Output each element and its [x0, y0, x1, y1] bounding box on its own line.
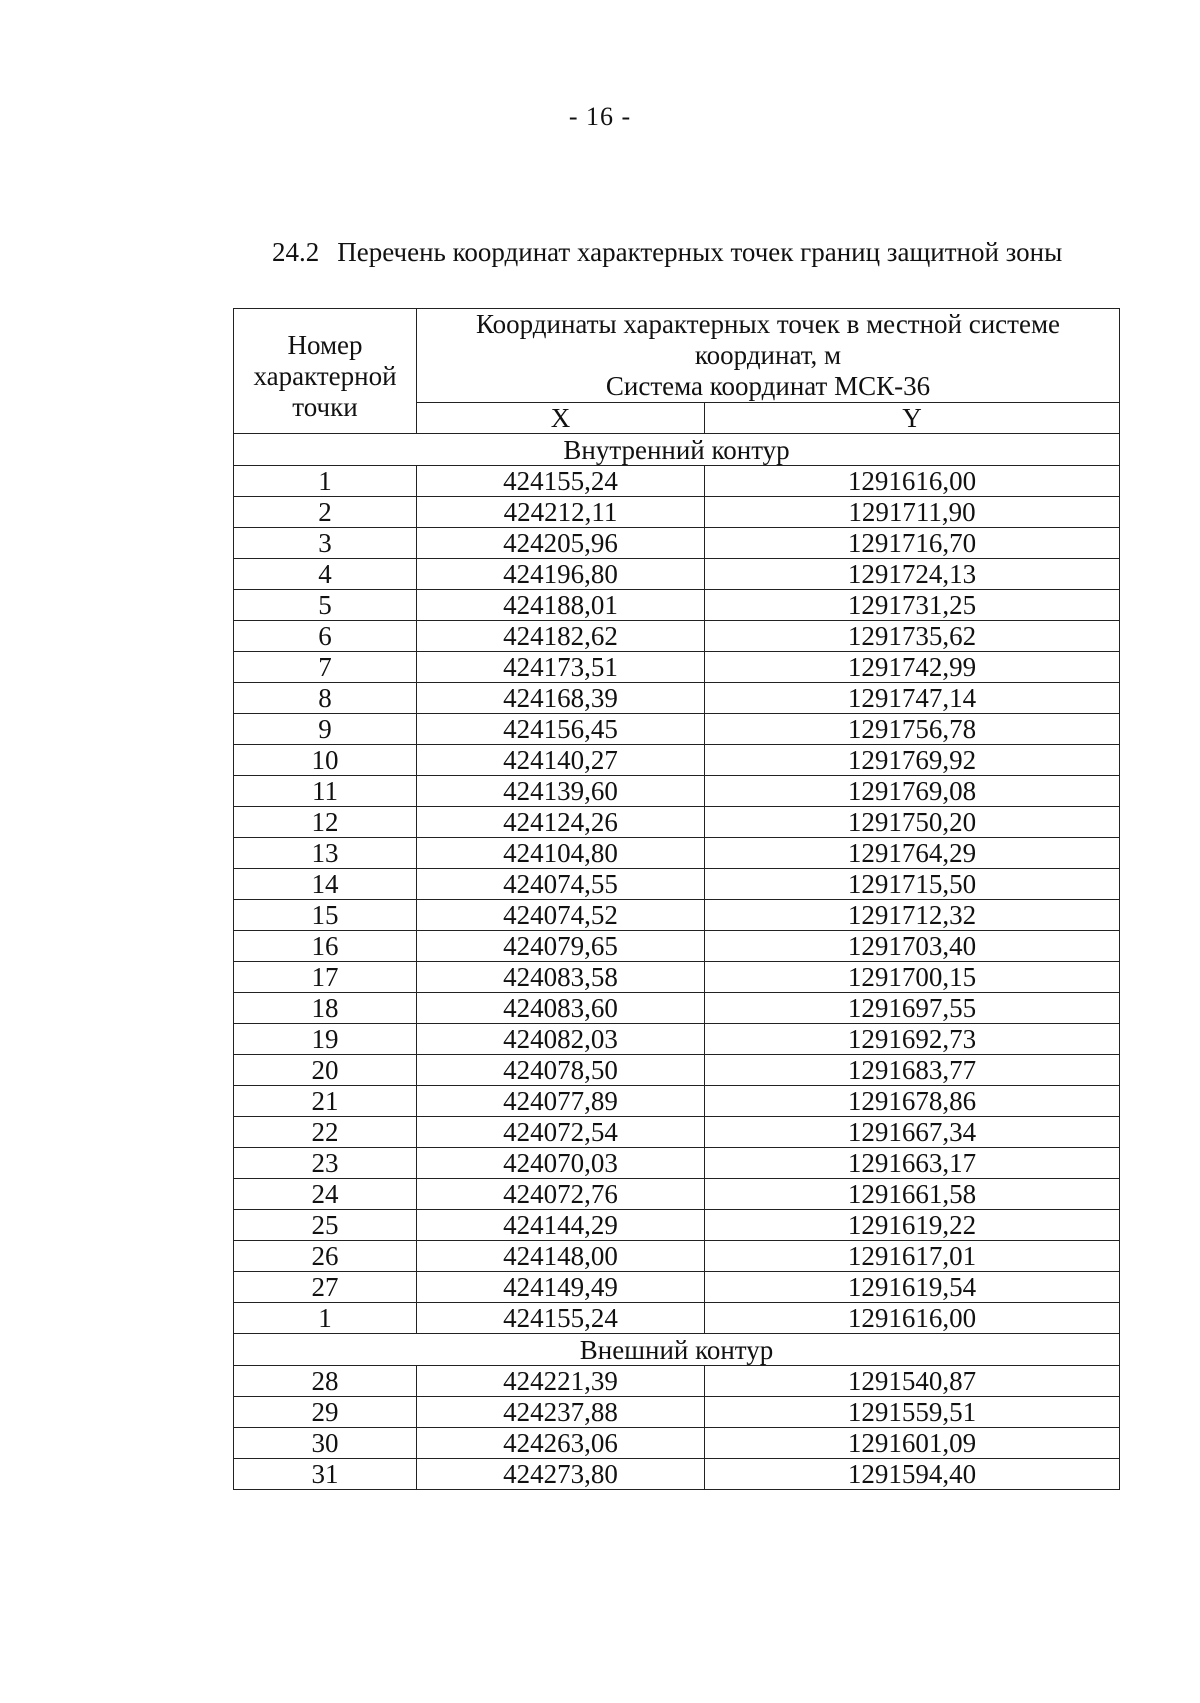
y-coordinate-cell: 1291559,51 [705, 1397, 1120, 1428]
point-number-cell: 13 [234, 838, 417, 869]
point-number-cell: 3 [234, 528, 417, 559]
point-number-cell: 4 [234, 559, 417, 590]
x-coordinate-cell: 424155,24 [417, 1303, 705, 1334]
coordinates-group-header [417, 309, 1120, 403]
coordinates-table [233, 308, 1120, 1490]
table-row [234, 1241, 1120, 1272]
x-coordinate-cell: 424182,62 [417, 621, 705, 652]
x-coordinate-cell: 424072,76 [417, 1179, 705, 1210]
table-row [234, 652, 1120, 683]
y-coordinate-cell: 1291617,01 [705, 1241, 1120, 1272]
point-number-cell: 26 [234, 1241, 417, 1272]
y-coordinate-cell: 1291667,34 [705, 1117, 1120, 1148]
point-number-cell: 25 [234, 1210, 417, 1241]
point-number-cell: 11 [234, 776, 417, 807]
point-number-cell: 17 [234, 962, 417, 993]
section-title: Перечень координат характерных точек границ защитной зоны [337, 237, 1063, 267]
x-coordinate-cell: 424273,80 [417, 1459, 705, 1490]
y-coordinate-cell: 1291601,09 [705, 1428, 1120, 1459]
point-number-cell: 21 [234, 1086, 417, 1117]
y-coordinate-cell: 1291661,58 [705, 1179, 1120, 1210]
table-row [234, 1117, 1120, 1148]
table-row [234, 466, 1120, 497]
table-header-row [234, 309, 1120, 403]
point-header-line: характерной [253, 360, 397, 391]
y-column-header: Y [705, 403, 1120, 434]
table-row [234, 993, 1120, 1024]
point-number-cell: 15 [234, 900, 417, 931]
point-number-header [234, 309, 417, 434]
y-coordinate-cell: 1291731,25 [705, 590, 1120, 621]
section-row [234, 434, 1120, 466]
table-row [234, 1303, 1120, 1334]
point-number-cell: 16 [234, 931, 417, 962]
table-row [234, 590, 1120, 621]
table-row [234, 962, 1120, 993]
y-coordinate-cell: 1291697,55 [705, 993, 1120, 1024]
point-number-cell: 1 [234, 466, 417, 497]
point-number-cell: 8 [234, 683, 417, 714]
y-coordinate-cell: 1291616,00 [705, 466, 1120, 497]
point-number-cell: 31 [234, 1459, 417, 1490]
y-coordinate-cell: 1291619,22 [705, 1210, 1120, 1241]
x-column-header: X [417, 403, 705, 434]
point-number-cell: 30 [234, 1428, 417, 1459]
point-number-cell: 12 [234, 807, 417, 838]
point-number-cell: 24 [234, 1179, 417, 1210]
table-row [234, 869, 1120, 900]
table-row [234, 838, 1120, 869]
table-row [234, 714, 1120, 745]
y-coordinate-cell: 1291619,54 [705, 1272, 1120, 1303]
point-number-cell: 7 [234, 652, 417, 683]
point-number-cell: 29 [234, 1397, 417, 1428]
x-coordinate-cell: 424205,96 [417, 528, 705, 559]
y-coordinate-cell: 1291663,17 [705, 1148, 1120, 1179]
table-row [234, 683, 1120, 714]
table-row [234, 1148, 1120, 1179]
table-row [234, 807, 1120, 838]
table-row [234, 745, 1120, 776]
table-row [234, 1428, 1120, 1459]
y-coordinate-cell: 1291715,50 [705, 869, 1120, 900]
x-coordinate-cell: 424083,60 [417, 993, 705, 1024]
point-number-cell: 2 [234, 497, 417, 528]
group-header-line: Система координат МСК-36 [605, 371, 931, 401]
x-coordinate-cell: 424156,45 [417, 714, 705, 745]
point-number-cell: 9 [234, 714, 417, 745]
y-coordinate-cell: 1291724,13 [705, 559, 1120, 590]
x-coordinate-cell: 424168,39 [417, 683, 705, 714]
point-number-cell: 6 [234, 621, 417, 652]
section-title-cell: Внешний контур [234, 1334, 1120, 1366]
x-coordinate-cell: 424077,89 [417, 1086, 705, 1117]
table-row [234, 497, 1120, 528]
x-coordinate-cell: 424124,26 [417, 807, 705, 838]
y-coordinate-cell: 1291756,78 [705, 714, 1120, 745]
y-coordinate-cell: 1291747,14 [705, 683, 1120, 714]
group-header-line: Координаты характерных точек в местной системе [475, 309, 1061, 339]
table-row [234, 1272, 1120, 1303]
table-row [234, 900, 1120, 931]
x-coordinate-cell: 424263,06 [417, 1428, 705, 1459]
x-coordinate-cell: 424149,49 [417, 1272, 705, 1303]
y-coordinate-cell: 1291764,29 [705, 838, 1120, 869]
x-coordinate-cell: 424144,29 [417, 1210, 705, 1241]
x-coordinate-cell: 424139,60 [417, 776, 705, 807]
x-coordinate-cell: 424221,39 [417, 1366, 705, 1397]
x-coordinate-cell: 424237,88 [417, 1397, 705, 1428]
table-row [234, 528, 1120, 559]
point-number-cell: 19 [234, 1024, 417, 1055]
y-coordinate-cell: 1291750,20 [705, 807, 1120, 838]
table-row [234, 931, 1120, 962]
point-number-cell: 20 [234, 1055, 417, 1086]
x-coordinate-cell: 424212,11 [417, 497, 705, 528]
x-coordinate-cell: 424078,50 [417, 1055, 705, 1086]
table-body [234, 434, 1120, 1490]
point-number-cell: 14 [234, 869, 417, 900]
table-row [234, 559, 1120, 590]
x-coordinate-cell: 424104,80 [417, 838, 705, 869]
table-row [234, 1459, 1120, 1490]
table-row [234, 1179, 1120, 1210]
point-number-cell: 22 [234, 1117, 417, 1148]
y-coordinate-cell: 1291703,40 [705, 931, 1120, 962]
section-title-cell: Внутренний контур [234, 434, 1120, 466]
y-coordinate-cell: 1291742,99 [705, 652, 1120, 683]
section-heading [272, 237, 1062, 268]
table-row [234, 1397, 1120, 1428]
y-coordinate-cell: 1291616,00 [705, 1303, 1120, 1334]
x-coordinate-cell: 424188,01 [417, 590, 705, 621]
y-coordinate-cell: 1291769,08 [705, 776, 1120, 807]
page-number: - 16 - [568, 102, 632, 131]
x-coordinate-cell: 424070,03 [417, 1148, 705, 1179]
point-number-cell: 28 [234, 1366, 417, 1397]
point-header-line: Номер [287, 329, 363, 360]
section-number: 24.2 [272, 237, 320, 267]
y-coordinate-cell: 1291735,62 [705, 621, 1120, 652]
y-coordinate-cell: 1291712,32 [705, 900, 1120, 931]
table-row [234, 776, 1120, 807]
point-number-cell: 1 [234, 1303, 417, 1334]
point-number-cell: 10 [234, 745, 417, 776]
x-coordinate-cell: 424074,52 [417, 900, 705, 931]
section-row [234, 1334, 1120, 1366]
x-coordinate-cell: 424079,65 [417, 931, 705, 962]
x-coordinate-cell: 424074,55 [417, 869, 705, 900]
x-coordinate-cell: 424140,27 [417, 745, 705, 776]
y-coordinate-cell: 1291678,86 [705, 1086, 1120, 1117]
x-coordinate-cell: 424148,00 [417, 1241, 705, 1272]
y-coordinate-cell: 1291769,92 [705, 745, 1120, 776]
y-coordinate-cell: 1291711,90 [705, 497, 1120, 528]
x-coordinate-cell: 424082,03 [417, 1024, 705, 1055]
x-coordinate-cell: 424083,58 [417, 962, 705, 993]
table-row [234, 1024, 1120, 1055]
y-coordinate-cell: 1291683,77 [705, 1055, 1120, 1086]
x-coordinate-cell: 424155,24 [417, 466, 705, 497]
table-row [234, 1210, 1120, 1241]
group-header-line: координат, м [694, 340, 842, 370]
x-coordinate-cell: 424072,54 [417, 1117, 705, 1148]
y-coordinate-cell: 1291716,70 [705, 528, 1120, 559]
y-coordinate-cell: 1291692,73 [705, 1024, 1120, 1055]
point-number-cell: 27 [234, 1272, 417, 1303]
y-coordinate-cell: 1291700,15 [705, 962, 1120, 993]
y-coordinate-cell: 1291594,40 [705, 1459, 1120, 1490]
point-header-line: точки [292, 391, 358, 422]
x-coordinate-cell: 424196,80 [417, 559, 705, 590]
table-row [234, 1055, 1120, 1086]
point-number-cell: 5 [234, 590, 417, 621]
table-row [234, 621, 1120, 652]
point-number-cell: 18 [234, 993, 417, 1024]
table-row [234, 1086, 1120, 1117]
table-row [234, 1366, 1120, 1397]
y-coordinate-cell: 1291540,87 [705, 1366, 1120, 1397]
x-coordinate-cell: 424173,51 [417, 652, 705, 683]
point-number-cell: 23 [234, 1148, 417, 1179]
